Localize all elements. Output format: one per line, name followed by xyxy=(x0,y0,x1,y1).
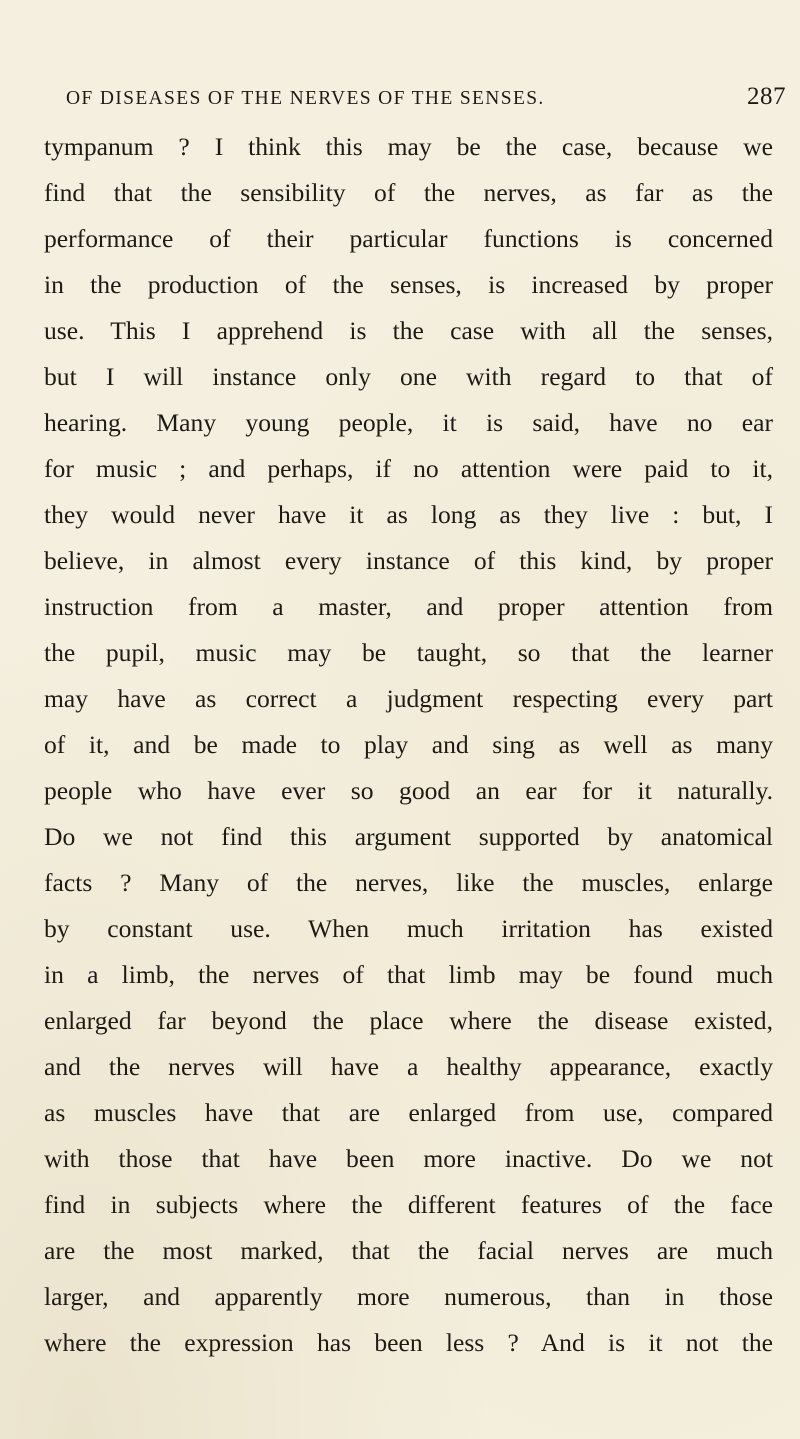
text-line: but I will instance only one with regard to that of xyxy=(44,362,773,391)
text-line: find that the sensibility of the nerves, as far as the xyxy=(44,178,773,207)
text-line: enlarged far beyond the place where the disease existed, xyxy=(44,1006,773,1035)
text-line: of it, and be made to play and sing as well as many xyxy=(44,730,773,759)
text-line: larger, and apparently more numerous, than in those xyxy=(44,1282,773,1311)
text-line: find in subjects where the different features of the face xyxy=(44,1190,773,1219)
running-title: OF DISEASES OF THE NERVES OF THE SENSES. xyxy=(66,88,545,109)
text-line: where the expression has been less ? And is it not the xyxy=(44,1328,773,1357)
text-line: tympanum ? I think this may be the case, because we xyxy=(44,132,773,161)
text-line: for music ; and perhaps, if no attention were paid to it, xyxy=(44,454,773,483)
running-head xyxy=(66,84,786,114)
text-line: they would never have it as long as they live : but, I xyxy=(44,500,773,529)
text-line: performance of their particular functions is concerned xyxy=(44,224,773,253)
text-line: facts ? Many of the nerves, like the muscles, enlarge xyxy=(44,868,773,897)
text-line: in the production of the senses, is increased by proper xyxy=(44,270,773,299)
text-line: instruction from a master, and proper attention from xyxy=(44,592,773,621)
text-line: Do we not find this argument supported by anatomical xyxy=(44,822,773,851)
text-line: believe, in almost every instance of this kind, by proper xyxy=(44,546,773,575)
text-line: with those that have been more inactive. Do we not xyxy=(44,1144,773,1173)
text-line: hearing. Many young people, it is said, have no ear xyxy=(44,408,773,437)
text-line: as muscles have that are enlarged from use, compared xyxy=(44,1098,773,1127)
text-line: people who have ever so good an ear for it naturally. xyxy=(44,776,773,805)
text-line: are the most marked, that the facial nerves are much xyxy=(44,1236,773,1265)
page-number: 287 xyxy=(747,83,786,110)
text-line: may have as correct a judgment respecting every part xyxy=(44,684,773,713)
text-line: in a limb, the nerves of that limb may be found much xyxy=(44,960,773,989)
body-paragraph xyxy=(44,124,773,1366)
text-line: the pupil, music may be taught, so that the learner xyxy=(44,638,773,667)
text-line: and the nerves will have a healthy appearance, exactly xyxy=(44,1052,773,1081)
text-line: by constant use. When much irritation has existed xyxy=(44,914,773,943)
text-line: use. This I apprehend is the case with all the senses, xyxy=(44,316,773,345)
